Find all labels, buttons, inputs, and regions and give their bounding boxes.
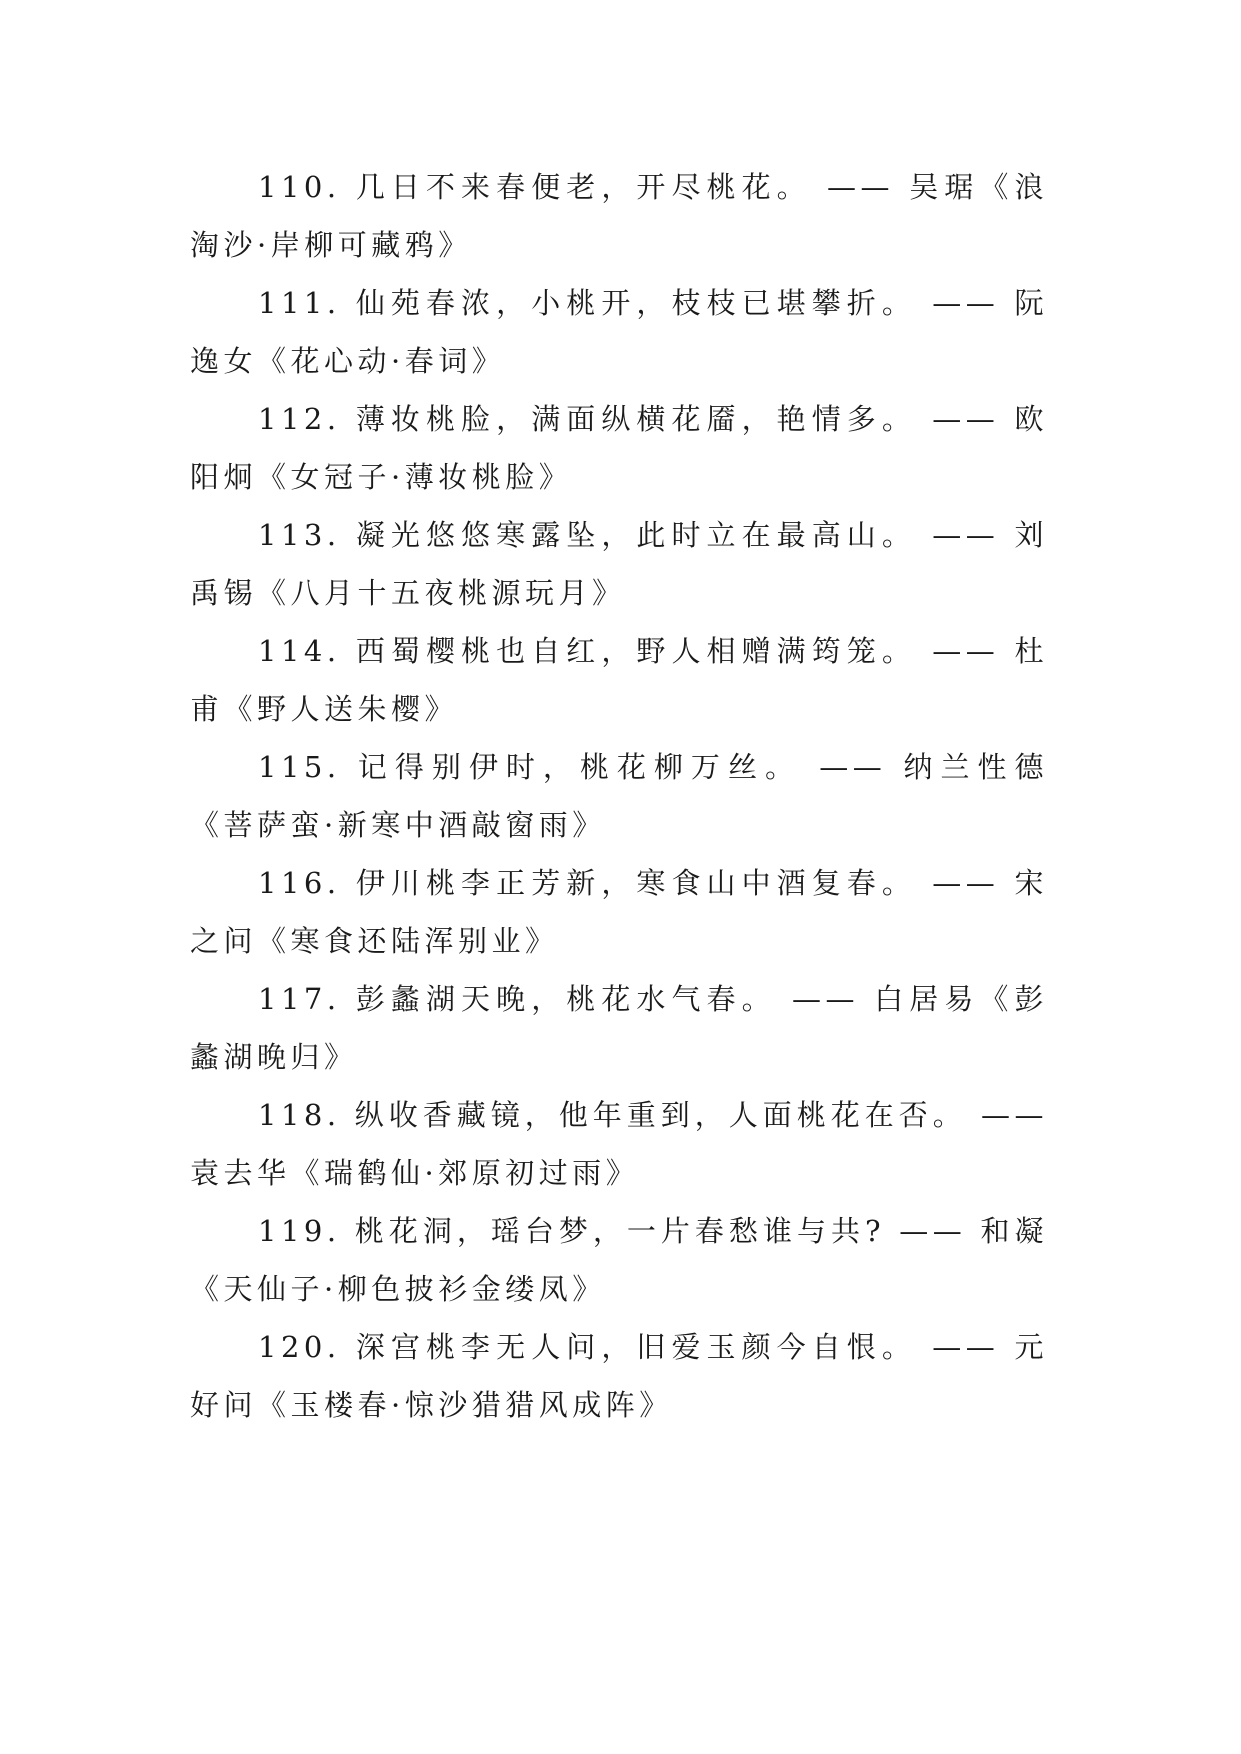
poem-entry-115: 115. 记得别伊时，桃花柳万丝。 —— 纳兰性德《菩萨蛮·新寒中酒敲窗雨》 xyxy=(190,750,1048,842)
poem-entry-118: 118. 纵收香藏镜，他年重到，人面桃花在否。 —— 袁去华《瑞鹤仙·郊原初过雨》 xyxy=(190,1098,1048,1190)
poem-entry-119: 119. 桃花洞，瑶台梦，一片春愁谁与共? —— 和凝《天仙子·柳色披衫金缕凤》 xyxy=(190,1214,1048,1306)
poem-entry-120: 120. 深宫桃李无人问，旧爱玉颜今自恨。 —— 元好问《玉楼春·惊沙猎猎风成阵》 xyxy=(190,1330,1048,1422)
poem-entry-111: 111. 仙苑春浓，小桃开，枝枝已堪攀折。 —— 阮逸女《花心动·春词》 xyxy=(190,286,1048,378)
document-page xyxy=(190,158,1048,1434)
poem-entry-113: 113. 凝光悠悠寒露坠，此时立在最高山。 —— 刘禹锡《八月十五夜桃源玩月》 xyxy=(190,518,1048,610)
poem-entry-112: 112. 薄妆桃脸，满面纵横花靥，艳情多。 —— 欧阳炯《女冠子·薄妆桃脸》 xyxy=(190,402,1048,494)
poem-entry-114: 114. 西蜀樱桃也自红，野人相赠满筠笼。 —— 杜甫《野人送朱樱》 xyxy=(190,634,1048,726)
poem-entry-117: 117. 彭蠡湖天晚，桃花水气春。 —— 白居易《彭蠡湖晚归》 xyxy=(190,982,1048,1074)
poem-entry-110: 110. 几日不来春便老，开尽桃花。 —— 吴琚《浪淘沙·岸柳可藏鸦》 xyxy=(190,170,1048,262)
poem-entry-116: 116. 伊川桃李正芳新，寒食山中酒复春。 —— 宋之问《寒食还陆浑别业》 xyxy=(190,866,1048,958)
